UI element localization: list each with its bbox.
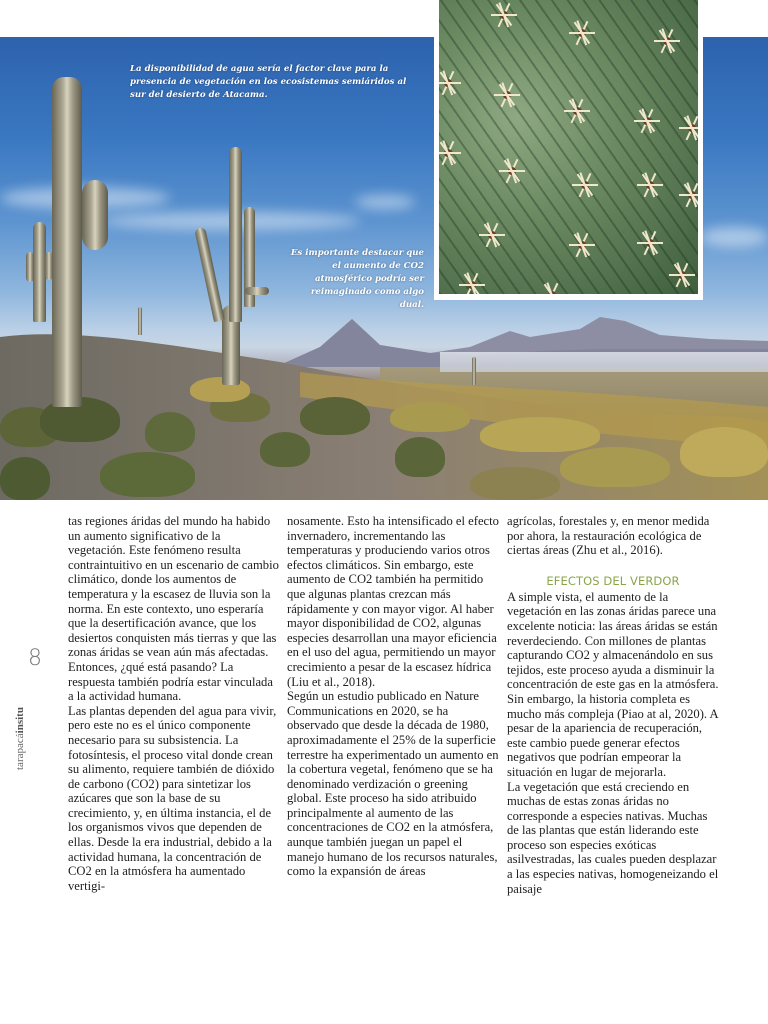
cactus-arm (245, 287, 269, 295)
shrub (680, 427, 768, 477)
spine-cluster (569, 20, 595, 46)
spine-cluster (439, 70, 461, 96)
brand-bold: insitu (14, 707, 26, 734)
paragraph: tas regiones áridas del mundo ha habido un aumento significativo de la vegetación. Este fenómeno resulta contraintuitivo en un escenario de cambio climático, donde los aumentos de temperatura y la escasez de lluvia son la norma. En este contexto, uno esperaría que la desertificación avance, que los desiertos conquisten más tierras y que las zonas áridas se vean aún más afectadas. Entonces, ¿qué está pasando? La respuesta también podría estar vinculada a la actividad humana. (68, 514, 279, 704)
shrub (0, 457, 50, 500)
shrub (480, 417, 600, 452)
article-column-2 (287, 514, 499, 879)
shrub (190, 377, 250, 402)
shrub (395, 437, 445, 477)
cloud (355, 195, 415, 209)
spine-cluster (479, 222, 505, 248)
paragraph: La vegetación que está creciendo en muchas de estas zonas áridas no corresponde a especies nativas. Muchas de las plantas que están liderando este proceso son especies exóticas asilvestradas, las cuales pueden desplazar a las especies nativas, homogeneizando el paisaje (507, 779, 719, 896)
spine-cluster (637, 230, 663, 256)
shrub (145, 412, 195, 452)
shrub (390, 402, 470, 432)
article-column-1 (68, 514, 280, 893)
section-heading: EFECTOS DEL VERDOR (546, 573, 680, 588)
spine-cluster (439, 140, 461, 166)
brand-light: tarapacá (14, 733, 26, 770)
spine-cluster (539, 282, 565, 294)
cloud (700, 227, 768, 247)
cactus-candelabra (229, 147, 242, 322)
page-number: 8 (28, 646, 42, 671)
shrub (300, 397, 370, 435)
paragraph: nosamente. Esto ha intensificado el efecto invernadero, incrementando las temperaturas y produciendo varios otros efectos climáticos. Sin embargo, este aumento de CO2 también ha permitido que algunas plantas crezcan más rápidamente y con mayor vigor. Al haber mayor disponibilidad de CO2, algunas especies desarrollan una mayor eficiencia en el uso del agua, permitiendo un mayor crecimiento a pesar de la escasez hídrica (Liu et al., 2018). (287, 514, 499, 689)
spine-cluster (572, 172, 598, 198)
paragraph: agrícolas, forestales y, en menor medida por ahora, la restauración ecológica de ciertas áreas (Zhu et al., 2016). (507, 514, 710, 558)
shrub (260, 432, 310, 467)
photo-caption-1: La disponibilidad de agua sería el factor clave para la presencia de vegetación en los ecosistemas semiáridos al sur del desierto de Atacama. (130, 64, 407, 100)
spine-cluster (634, 108, 660, 134)
shrub (560, 447, 670, 487)
shrub (470, 467, 560, 500)
paragraph: Según un estudio publicado en Nature Communications en 2020, se ha observado que desde la década de 1980, aproximadamente el 25% de la superficie terrestre ha experimentado un aumento en la cobertura vegetal, fenómeno que se ha denominado verdización o greening global. Este proceso ha sido atribuido principalmente al aumento de las concentraciones de CO2 en la atmósfera, aunque también juegan un papel el manejo humano de los recursos naturales, como la expansión de áreas (287, 689, 499, 879)
cactus-spines-photo (439, 0, 698, 294)
cactus-distant (138, 307, 142, 335)
spine-cluster (669, 262, 695, 288)
spine-cluster (494, 82, 520, 108)
cactus-arm (26, 252, 34, 282)
spine-cluster (491, 2, 517, 28)
cactus-distant (472, 357, 476, 385)
spine-cluster (637, 172, 663, 198)
spine-cluster (679, 182, 698, 208)
spine-cluster (459, 272, 485, 294)
paragraph: A simple vista, el aumento de la vegetación en las zonas áridas parece una excelente noticia: las áreas áridas se están reverdeciendo. Con millones de plantas capturando CO2 y almacenándolo en sus tejidos, este proceso ayuda a disminuir la concentración de este gas en la atmósfera. Sin embargo, la historia completa es mucho más compleja (Piao at al, 2020). A pesar de la apariencia de recuperación, este cambio puede generar efectos negativos que podrían empeorar la situación en lugar de mejorarla. (507, 589, 719, 779)
inset-photo-frame (434, 0, 703, 300)
photo-caption-2: Es importante destacar que el aumento de CO2 atmosférico podría ser reimaginado como algo dual. (290, 248, 424, 310)
cactus-arm (45, 252, 53, 280)
spine-cluster (679, 115, 698, 141)
cactus-tall (52, 77, 82, 407)
shrub (100, 452, 195, 497)
cactus-arm (82, 180, 108, 250)
spine-cluster (564, 98, 590, 124)
spine-cluster (499, 158, 525, 184)
paragraph: Las plantas dependen del agua para vivir, pero este no es el único componente necesario para su subsistencia. La fotosíntesis, el proceso vital donde crean su alimento, requiere también de dióxido de carbono (CO2) para sintetizar los azúcares que son la base de su crecimiento, y, en última instancia, el de los organismos vivos que dependen de ellas. Desde la era industrial, debido a la actividad humana, la concentración de CO2 en la atmósfera ha aumentado vertigi- (68, 703, 277, 893)
cactus-arm (194, 227, 225, 322)
spine-cluster (569, 232, 595, 258)
article-column-3 (507, 514, 719, 896)
spine-cluster (654, 28, 680, 54)
magazine-brand (14, 680, 64, 770)
